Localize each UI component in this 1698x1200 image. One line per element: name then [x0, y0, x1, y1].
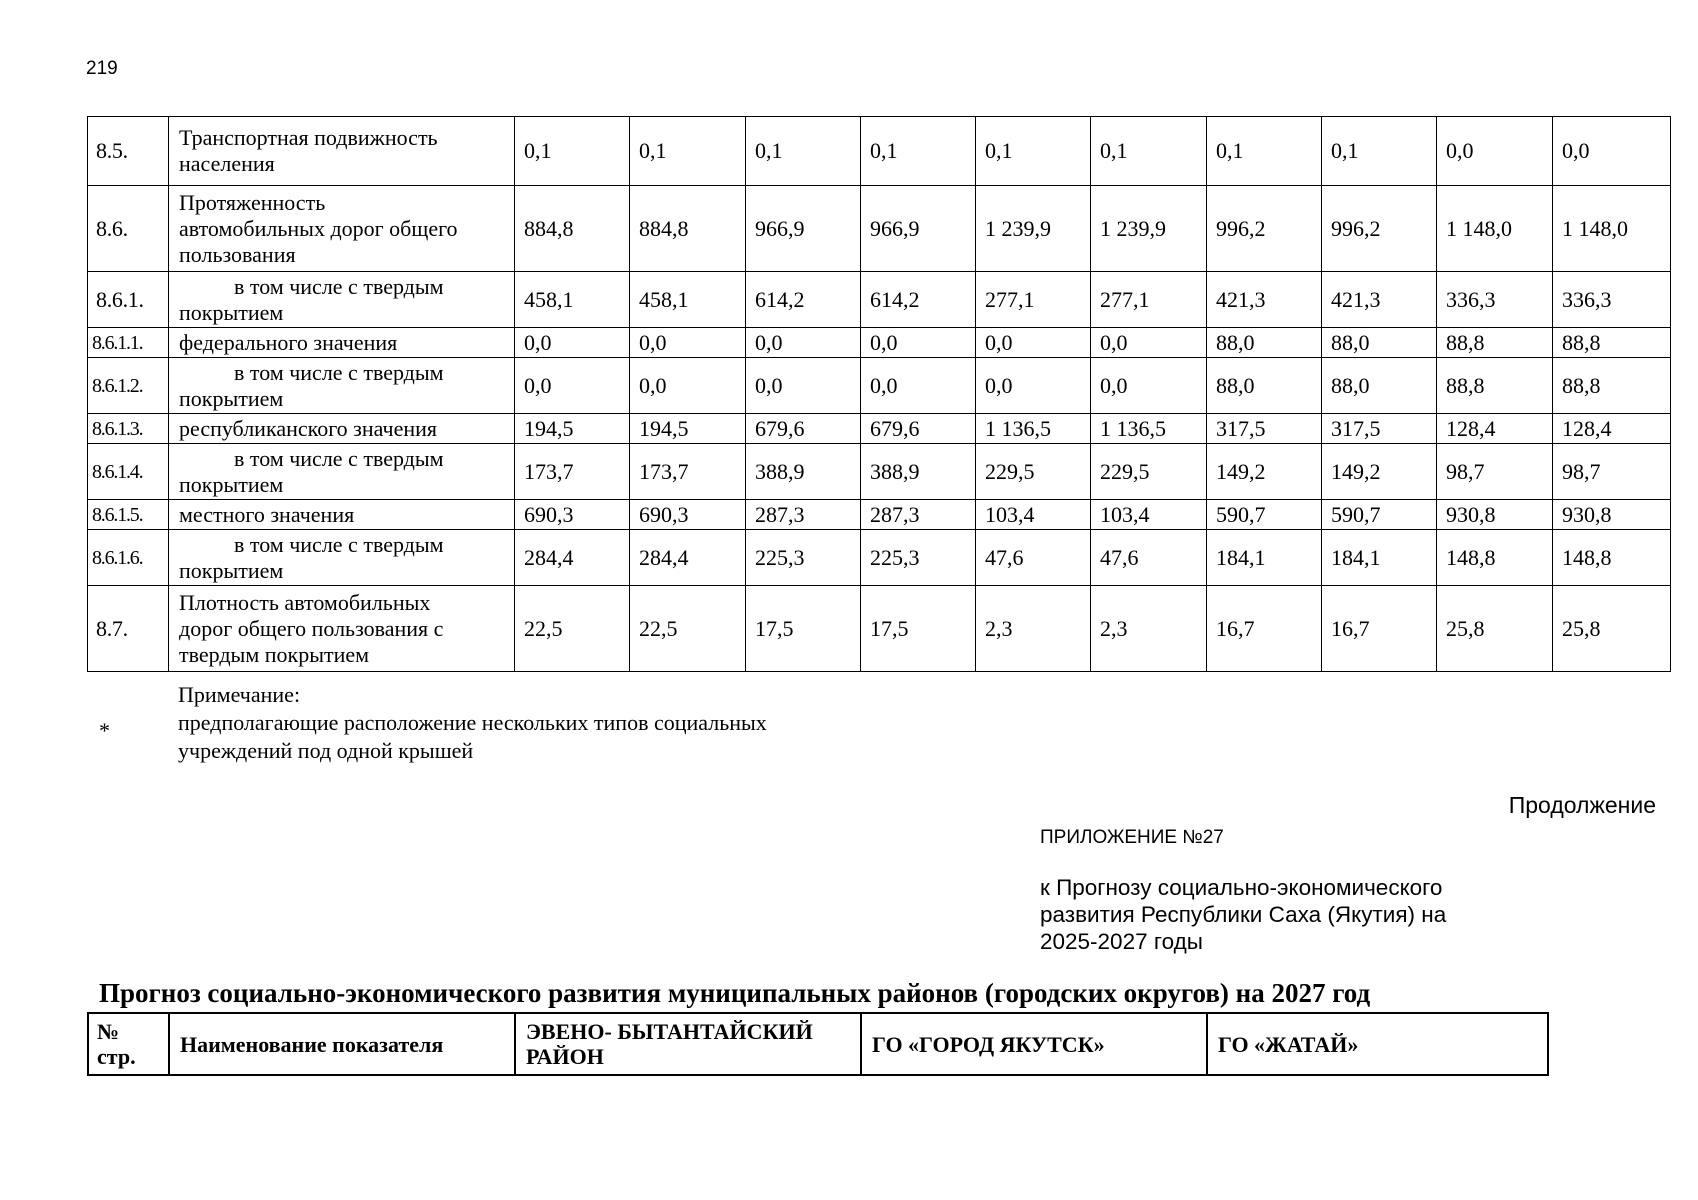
row-code: 8.6.1.1. [88, 328, 169, 358]
value-cell: 0,0 [976, 328, 1091, 358]
value-cell: 458,1 [515, 272, 630, 328]
table-row [88, 272, 1671, 328]
value-cell: 336,3 [1553, 272, 1671, 328]
header-indicator-name: Наименование показателя [169, 1013, 515, 1075]
note-line: предполагающие расположение нескольких типов социальных [178, 710, 767, 735]
indicator-name-line: населения [179, 151, 275, 176]
indicator-name-line: в том числе с твердым [234, 359, 444, 385]
value-cell: 1 136,5 [1091, 414, 1207, 444]
indicator-name-line: в том числе с твердым [234, 445, 444, 471]
row-code: 8.7. [88, 586, 169, 672]
value-cell: 614,2 [861, 272, 976, 328]
table-row [88, 444, 1671, 500]
value-cell: 0,0 [1091, 328, 1207, 358]
row-code: 8.6. [88, 186, 169, 272]
row-code: 8.6.1.3. [88, 414, 169, 444]
value-cell: 0,1 [861, 117, 976, 186]
row-indicator-name [169, 272, 515, 328]
value-cell: 229,5 [1091, 444, 1207, 500]
value-cell: 1 136,5 [976, 414, 1091, 444]
value-cell: 0,1 [746, 117, 861, 186]
note-line: учреждений под одной крышей [178, 738, 474, 763]
row-indicator-name [169, 530, 515, 586]
value-cell: 0,1 [1322, 117, 1437, 186]
row-code: 8.6.1.6. [88, 530, 169, 586]
indicator-name-line: Транспортная подвижность [179, 125, 438, 150]
value-cell: 690,3 [515, 500, 630, 530]
table-row [88, 414, 1671, 444]
value-cell: 966,9 [861, 186, 976, 272]
row-indicator-name [169, 500, 515, 530]
value-cell: 88,0 [1322, 328, 1437, 358]
value-cell: 184,1 [1322, 530, 1437, 586]
indicator-name-line: федерального значения [179, 329, 398, 355]
header-column-eveno-bytantaisky [515, 1013, 861, 1075]
value-cell: 287,3 [746, 500, 861, 530]
value-cell: 2,3 [976, 586, 1091, 672]
header-col1-line: РАЙОН [526, 1044, 604, 1069]
row-code: 8.6.1.4. [88, 444, 169, 500]
header-num-label: стр. [97, 1044, 136, 1069]
value-cell: 679,6 [746, 414, 861, 444]
value-cell: 996,2 [1207, 186, 1322, 272]
value-cell: 317,5 [1322, 414, 1437, 444]
note [178, 681, 878, 765]
row-indicator-name [169, 444, 515, 500]
value-cell: 173,7 [515, 444, 630, 500]
value-cell: 17,5 [861, 586, 976, 672]
value-cell: 0,1 [1207, 117, 1322, 186]
value-cell: 930,8 [1553, 500, 1671, 530]
indicator-name-line: твердым покрытием [179, 641, 370, 667]
value-cell: 1 148,0 [1553, 186, 1671, 272]
value-cell: 47,6 [1091, 530, 1207, 586]
row-indicator-name [169, 328, 515, 358]
header-column-yakutsk: ГО «ГОРОД ЯКУТСК» [861, 1013, 1207, 1075]
value-cell: 25,8 [1553, 586, 1671, 672]
table-row [88, 586, 1671, 672]
indicator-name-line: в том числе с твердым [234, 531, 444, 557]
value-cell: 149,2 [1322, 444, 1437, 500]
indicator-name-line: дорог общего пользования с [179, 615, 444, 641]
annex-line: развития Республики Саха (Якутия) на [1040, 902, 1447, 927]
value-cell: 128,4 [1437, 414, 1553, 444]
value-cell: 0,1 [515, 117, 630, 186]
row-code: 8.6.1. [88, 272, 169, 328]
value-cell: 884,8 [515, 186, 630, 272]
value-cell: 284,4 [515, 530, 630, 586]
value-cell: 148,8 [1437, 530, 1553, 586]
value-cell: 0,0 [1091, 358, 1207, 414]
value-cell: 0,0 [746, 328, 861, 358]
value-cell: 2,3 [1091, 586, 1207, 672]
table-row [88, 530, 1671, 586]
value-cell: 996,2 [1322, 186, 1437, 272]
value-cell: 421,3 [1322, 272, 1437, 328]
value-cell: 16,7 [1207, 586, 1322, 672]
value-cell: 25,8 [1437, 586, 1553, 672]
value-cell: 98,7 [1437, 444, 1553, 500]
value-cell: 88,0 [1207, 328, 1322, 358]
header-col1-line: ЭВЕНО- БЫТАНТАЙСКИЙ [526, 1019, 813, 1044]
value-cell: 22,5 [630, 586, 746, 672]
value-cell: 884,8 [630, 186, 746, 272]
value-cell: 0,0 [976, 358, 1091, 414]
indicator-name-line: Плотность автомобильных [179, 589, 431, 615]
value-cell: 173,7 [630, 444, 746, 500]
row-indicator-name [169, 586, 515, 672]
value-cell: 421,3 [1207, 272, 1322, 328]
value-cell: 690,3 [630, 500, 746, 530]
value-cell: 17,5 [746, 586, 861, 672]
forecast-header-table [87, 1012, 1549, 1076]
value-cell: 284,4 [630, 530, 746, 586]
value-cell: 88,8 [1437, 328, 1553, 358]
value-cell: 88,0 [1207, 358, 1322, 414]
table-row [88, 117, 1671, 186]
value-cell: 277,1 [1091, 272, 1207, 328]
annex-title: ПРИЛОЖЕНИЕ №27 [1040, 827, 1224, 848]
row-code: 8.6.1.2. [88, 358, 169, 414]
row-code: 8.6.1.5. [88, 500, 169, 530]
value-cell: 0,0 [515, 358, 630, 414]
value-cell: 0,1 [630, 117, 746, 186]
indicator-name-line: республиканского значения [179, 415, 438, 441]
indicator-name-line: покрытием [179, 299, 284, 325]
value-cell: 388,9 [861, 444, 976, 500]
indicator-name-line: в том числе с твердым [234, 273, 444, 299]
indicator-name-line: Протяженность [179, 189, 326, 215]
row-indicator-name [169, 186, 515, 272]
value-cell: 1 239,9 [976, 186, 1091, 272]
value-cell: 103,4 [976, 500, 1091, 530]
value-cell: 103,4 [1091, 500, 1207, 530]
value-cell: 0,0 [515, 328, 630, 358]
value-cell: 679,6 [861, 414, 976, 444]
value-cell: 0,0 [630, 328, 746, 358]
value-cell: 930,8 [1437, 500, 1553, 530]
row-indicator-name [169, 358, 515, 414]
value-cell: 16,7 [1322, 586, 1437, 672]
table-row [88, 358, 1671, 414]
value-cell: 0,0 [746, 358, 861, 414]
value-cell: 0,0 [1437, 117, 1553, 186]
row-code: 8.5. [88, 117, 169, 186]
row-indicator-name [169, 117, 515, 186]
table-row [88, 500, 1671, 530]
value-cell: 277,1 [976, 272, 1091, 328]
header-column-zhatai: ГО «ЖАТАЙ» [1207, 1013, 1548, 1075]
indicator-name-line: автомобильных дорог общего [179, 215, 458, 241]
value-cell: 0,1 [1091, 117, 1207, 186]
value-cell: 88,8 [1437, 358, 1553, 414]
value-cell: 0,0 [861, 328, 976, 358]
header-row-number [88, 1013, 169, 1075]
value-cell: 149,2 [1207, 444, 1322, 500]
page-number: 219 [86, 58, 118, 79]
value-cell: 148,8 [1553, 530, 1671, 586]
indicator-name-line: покрытием [179, 471, 284, 497]
value-cell: 128,4 [1553, 414, 1671, 444]
indicator-name-line: покрытием [179, 385, 284, 411]
value-cell: 22,5 [515, 586, 630, 672]
value-cell: 88,8 [1553, 328, 1671, 358]
annex-text [1040, 874, 1560, 955]
value-cell: 966,9 [746, 186, 861, 272]
row-indicator-name [169, 414, 515, 444]
value-cell: 229,5 [976, 444, 1091, 500]
value-cell: 1 239,9 [1091, 186, 1207, 272]
note-asterisk: * [99, 718, 110, 743]
value-cell: 0,1 [976, 117, 1091, 186]
value-cell: 88,0 [1322, 358, 1437, 414]
value-cell: 225,3 [746, 530, 861, 586]
value-cell: 458,1 [630, 272, 746, 328]
value-cell: 0,0 [1553, 117, 1671, 186]
indicator-name-line: покрытием [179, 557, 284, 583]
value-cell: 388,9 [746, 444, 861, 500]
header-row [88, 1013, 1548, 1075]
value-cell: 336,3 [1437, 272, 1553, 328]
value-cell: 194,5 [515, 414, 630, 444]
note-title: Примечание: [178, 682, 301, 707]
table-row [88, 328, 1671, 358]
value-cell: 0,0 [861, 358, 976, 414]
indicator-name-line: местного значения [179, 501, 355, 527]
header-num-symbol: № [97, 1019, 120, 1044]
forecast-title: Прогноз социально-экономического развития муниципальных районов (городских округов) на 2027 год [99, 978, 1371, 1008]
value-cell: 98,7 [1553, 444, 1671, 500]
indicator-name-line: пользования [179, 241, 296, 267]
value-cell: 0,0 [630, 358, 746, 414]
value-cell: 287,3 [861, 500, 976, 530]
continuation-label: Продолжение [1508, 792, 1656, 818]
value-cell: 1 148,0 [1437, 186, 1553, 272]
value-cell: 317,5 [1207, 414, 1322, 444]
annex-line: 2025-2027 годы [1040, 929, 1203, 954]
annex-line: к Прогнозу социально-экономического [1040, 875, 1443, 900]
value-cell: 194,5 [630, 414, 746, 444]
table-row [88, 186, 1671, 272]
value-cell: 47,6 [976, 530, 1091, 586]
value-cell: 590,7 [1207, 500, 1322, 530]
value-cell: 590,7 [1322, 500, 1437, 530]
value-cell: 614,2 [746, 272, 861, 328]
value-cell: 184,1 [1207, 530, 1322, 586]
value-cell: 225,3 [861, 530, 976, 586]
indicator-table [87, 116, 1671, 672]
value-cell: 88,8 [1553, 358, 1671, 414]
